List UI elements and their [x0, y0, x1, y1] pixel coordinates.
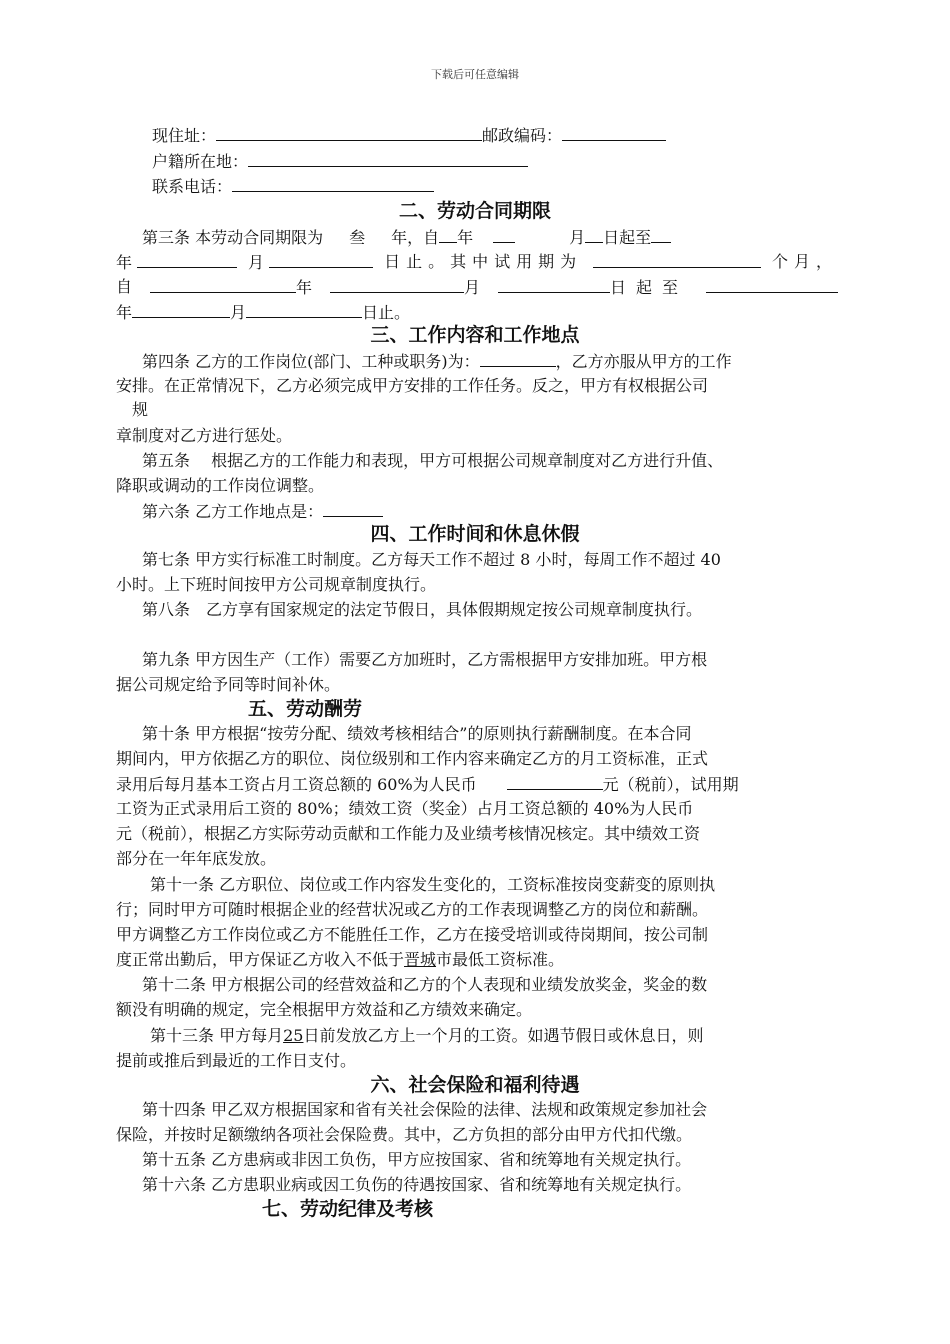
blank[interactable] [330, 276, 464, 293]
hukou-label: 户籍所在地： [152, 152, 249, 171]
section-5-title: 五、劳动酬劳 [248, 698, 363, 720]
article-4-line-3: 规 [132, 400, 149, 419]
text: 第四条 乙方的工作岗位(部门、工种或职务)为： [142, 352, 480, 371]
text: 第六条 乙方工作地点是： [142, 502, 324, 521]
phone-blank[interactable] [232, 175, 434, 192]
article-3-line-3 [116, 276, 838, 299]
text: 月 [230, 303, 247, 322]
section-3-title: 三、工作内容和工作地点 [370, 324, 580, 346]
article-10-line-3 [116, 773, 739, 796]
address-label: 现住址： [152, 126, 217, 145]
blank[interactable] [132, 301, 230, 318]
text: 元（税前），试用期 [602, 775, 739, 794]
text: 市最低工资标准。 [436, 950, 565, 969]
term-years: 叁 [349, 228, 366, 247]
blank[interactable] [439, 226, 457, 243]
article-3-line-4 [116, 301, 410, 324]
text: 年 [457, 228, 474, 247]
salary-blank[interactable] [507, 773, 603, 790]
article-6 [142, 500, 383, 523]
text: 度正常出勤后，甲方保证乙方收入不低于 [116, 950, 405, 969]
text: 月 [569, 228, 586, 247]
article-11-line-4 [116, 949, 564, 971]
article-11-line-2: 行；同时甲方可随时根据企业的经营状况或乙方的工作表现调整乙方的岗位和薪酬。 [116, 900, 709, 919]
article-8: 第八条 乙方享有国家规定的法定节假日，具体假期规定按公司规章制度执行。 [142, 600, 703, 619]
text: 月 [464, 278, 481, 297]
blank[interactable] [498, 276, 610, 293]
postcode-label: 邮政编码： [482, 126, 563, 145]
article-7-line-1: 第七条 甲方实行标准工时制度。乙方每天工作不超过 8 小时，每周工作不超过 40 [142, 550, 721, 569]
phone-line [152, 175, 434, 198]
city-name: 晋城 [404, 950, 437, 969]
header-note: 下载后可任意编辑 [431, 68, 519, 81]
text: 第十三条 甲方每月 [150, 1026, 284, 1045]
text: 日前发放乙方上一个月的工资。如遇节假日或休息日，则 [303, 1026, 704, 1045]
text: 年，自 [391, 228, 440, 247]
hukou-blank[interactable] [248, 150, 528, 167]
article-5-line-2: 降职或调动的工作岗位调整。 [116, 476, 325, 495]
article-15: 第十五条 乙方患病或非因工负伤，甲方应按国家、省和统筹地有关规定执行。 [142, 1150, 692, 1169]
text: 年 [116, 253, 133, 272]
article-4-line-1 [142, 350, 732, 373]
blank[interactable] [706, 276, 838, 293]
blank[interactable] [593, 251, 761, 268]
section-6-title: 六、社会保险和福利待遇 [370, 1074, 580, 1096]
article-9-line-2: 据公司规定给予同等时间补休。 [116, 675, 341, 694]
article-10-line-4: 工资为正式录用后工资的 80%；绩效工资（奖金）占月工资总额的 40%为人民币 [116, 799, 694, 818]
text: 录用后每月基本工资占月工资总额的 60%为人民币 [116, 775, 477, 794]
hukou-line [152, 150, 528, 173]
article-12-line-2: 额没有明确的规定，完全根据甲方效益和乙方绩效来确定。 [116, 1000, 533, 1019]
article-4-line-2: 安排。在正常情况下，乙方必须完成甲方安排的工作任务。反之，甲方有权根据公司 [116, 376, 709, 395]
blank[interactable] [137, 251, 237, 268]
article-5-line-1: 第五条 根据乙方的工作能力和表现，甲方可根据公司规章制度对乙方进行升值、 [142, 451, 724, 470]
text: 日止。 [362, 303, 411, 322]
text: 年 [296, 278, 313, 297]
text: 年 [116, 303, 133, 322]
address-blank[interactable] [216, 124, 482, 141]
blank[interactable] [651, 226, 671, 243]
article-14-line-2: 保险，并按时足额缴纳各项社会保险费。其中，乙方负担的部分由甲方代扣代缴。 [116, 1125, 693, 1144]
article-10-line-6: 部分在一年年底发放。 [116, 849, 277, 868]
article-16: 第十六条 乙方患职业病或因工负伤的待遇按国家、省和统筹地有关规定执行。 [142, 1175, 692, 1194]
article-11-line-1: 第十一条 乙方职位、岗位或工作内容发生变化的，工资标准按岗变薪变的原则执 [150, 875, 716, 894]
text: 自 [116, 277, 133, 296]
article-9-line-1: 第九条 甲方因生产（工作）需要乙方加班时，乙方需根据甲方安排加班。甲方根 [142, 650, 708, 669]
phone-label: 联系电话： [152, 177, 233, 196]
address-line [152, 124, 666, 147]
blank[interactable] [246, 301, 362, 318]
section-4-title: 四、工作时间和休息休假 [370, 523, 580, 545]
article-11-line-3: 甲方调整乙方工作岗位或乙方不能胜任工作，乙方在接受培训或待岗期间，按公司制 [116, 925, 709, 944]
article-10-line-1: 第十条 甲方根据“按劳分配、绩效考核相结合”的原则执行薪酬制度。在本合同 [142, 724, 692, 743]
section-2-title: 二、劳动合同期限 [398, 200, 551, 222]
article-3-line-2 [116, 251, 838, 274]
text: ，乙方亦服从甲方的工作 [555, 352, 732, 371]
postcode-blank[interactable] [562, 124, 666, 141]
blank[interactable] [493, 226, 515, 243]
text: 第三条 本劳动合同期限为 [142, 228, 324, 247]
article-10-line-2: 期间内，甲方依据乙方的职位、岗位级别和工作内容来确定乙方的月工资标准，正式 [116, 749, 709, 768]
article-14-line-1: 第十四条 甲乙双方根据国家和省有关社会保险的法律、法规和政策规定参加社会 [142, 1100, 708, 1119]
article-12-line-1: 第十二条 甲方根据公司的经营效益和乙方的个人表现和业绩发放奖金，奖金的数 [142, 975, 708, 994]
article-3-line-1 [142, 226, 671, 249]
article-10-line-5: 元（税前），根据乙方实际劳动贡献和工作能力及业绩考核情况核定。其中绩效工资 [116, 824, 701, 843]
blank[interactable] [150, 276, 296, 293]
article-7-line-2: 小时。上下班时间按甲方公司规章制度执行。 [116, 575, 437, 594]
section-7-title: 七、劳动纪律及考核 [262, 1198, 434, 1220]
blank[interactable] [269, 251, 373, 268]
text: 月 [248, 253, 265, 272]
text: 日止。其中试用期为 [384, 252, 583, 271]
article-13-line-2: 提前或推后到最近的工作日支付。 [116, 1051, 357, 1070]
article-13-line-1 [150, 1025, 703, 1047]
workplace-blank[interactable] [323, 500, 383, 517]
text: 个月， [771, 252, 838, 271]
text: 日起至 [610, 278, 689, 297]
blank[interactable] [585, 226, 603, 243]
text: 日起至 [603, 228, 652, 247]
position-blank[interactable] [480, 350, 556, 367]
article-4-line-4: 章制度对乙方进行惩处。 [116, 426, 293, 445]
pay-day: 25 [283, 1026, 304, 1045]
